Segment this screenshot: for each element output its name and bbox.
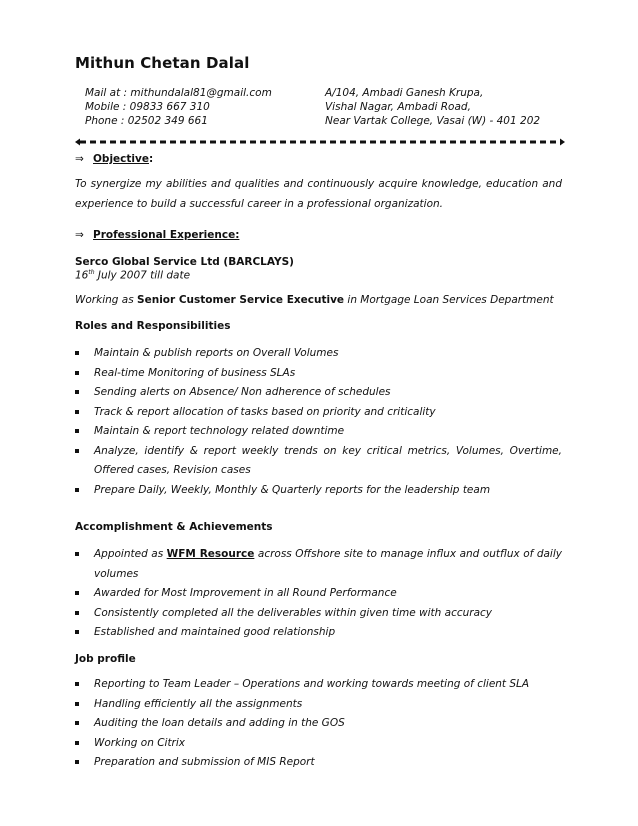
square-bullet-icon [75, 611, 79, 615]
address-line-2: Vishal Nagar, Ambadi Road, [325, 101, 471, 113]
working-prefix: Working as [75, 294, 138, 306]
candidate-name: Mithun Chetan Dalal [75, 54, 250, 72]
list-item: Auditing the loan details and adding in the GOS [75, 714, 562, 734]
square-bullet-icon [75, 702, 79, 706]
list-item: Sending alerts on Absence/ Non adherence of schedules [75, 383, 562, 403]
job-profile-list [75, 675, 562, 773]
list-item: Prepare Daily, Weekly, Monthly & Quarterly reports for the leadership team [75, 481, 562, 501]
list-item: Reporting to Team Leader – Operations and working towards meeting of client SLA [75, 675, 562, 695]
square-bullet-icon [75, 390, 79, 394]
list-item: Maintain & report technology related downtime [75, 422, 562, 442]
experience-heading-label: Professional Experience: [93, 229, 240, 241]
square-bullet-icon [75, 351, 79, 355]
objective-heading-colon: : [148, 153, 154, 165]
job-title-line [75, 294, 554, 306]
square-bullet-icon [75, 552, 79, 556]
postal-address [325, 86, 540, 128]
mobile-line: Mobile : 09833 667 310 [85, 101, 210, 113]
list-item: Track & report allocation of tasks based on priority and criticality [75, 403, 562, 423]
job-profile-heading: Job profile [75, 653, 136, 665]
date-ordinal: th [88, 269, 95, 276]
objective-heading-label: Objective [93, 153, 149, 165]
square-bullet-icon [75, 591, 79, 595]
square-bullet-icon [75, 682, 79, 686]
arrow-right-icon: ⇒ [75, 229, 84, 241]
working-suffix: in Mortgage Loan Services Department [344, 294, 554, 306]
achievements-list [75, 545, 562, 643]
list-item: Working on Citrix [75, 734, 562, 754]
wfm-resource-text: WFM Resource [166, 548, 255, 560]
list-item: Established and maintained good relationship [75, 623, 562, 643]
square-bullet-icon [75, 429, 79, 433]
square-bullet-icon [75, 721, 79, 725]
list-item: Consistently completed all the deliverables within given time with accuracy [75, 604, 562, 624]
square-bullet-icon [75, 410, 79, 414]
square-bullet-icon [75, 449, 79, 453]
date-day: 16 [75, 269, 89, 282]
objective-heading [75, 153, 153, 165]
list-item: Preparation and submission of MIS Report [75, 753, 562, 773]
list-item: Handling efficiently all the assignments [75, 695, 562, 715]
contact-details [85, 86, 272, 128]
square-bullet-icon [75, 741, 79, 745]
list-item: Awarded for Most Improvement in all Round Performance [75, 584, 562, 604]
square-bullet-icon [75, 488, 79, 492]
phone-line: Phone : 02502 349 661 [85, 115, 208, 127]
list-item: Maintain & publish reports on Overall Volumes [75, 344, 562, 364]
arrow-right-icon: ⇒ [75, 153, 84, 165]
objective-text: To synergize my abilities and qualities and continuously acquire knowledge, education and experience to build a successful career in a professional organization. [75, 178, 562, 210]
experience-heading [75, 229, 239, 241]
address-line-1: A/104, Ambadi Ganesh Krupa, [325, 87, 484, 99]
dashed-divider [75, 136, 565, 148]
employment-date [75, 269, 190, 282]
list-item: Analyze, identify & report weekly trends on key critical metrics, Volumes, Overtime, Offered cases, Revision cases [75, 442, 562, 481]
company-name: Serco Global Service Ltd (BARCLAYS) [75, 256, 294, 268]
list-item: Real-time Monitoring of business SLAs [75, 364, 562, 384]
square-bullet-icon [75, 371, 79, 375]
date-rest: July 2007 till date [94, 269, 191, 282]
address-line-3: Near Vartak College, Vasai (W) - 401 202 [325, 115, 541, 127]
job-title: Senior Customer Service Executive [137, 294, 345, 306]
roles-heading: Roles and Responsibilities [75, 320, 231, 332]
list-item: Appointed as WFM Resource across Offshore site to manage influx and outflux of daily volumes [75, 545, 562, 584]
roles-list [75, 344, 562, 500]
achievements-heading: Accomplishment & Achievements [75, 521, 273, 533]
square-bullet-icon [75, 630, 79, 634]
email-line: Mail at : mithundalal81@gmail.com [85, 87, 272, 99]
square-bullet-icon [75, 760, 79, 764]
